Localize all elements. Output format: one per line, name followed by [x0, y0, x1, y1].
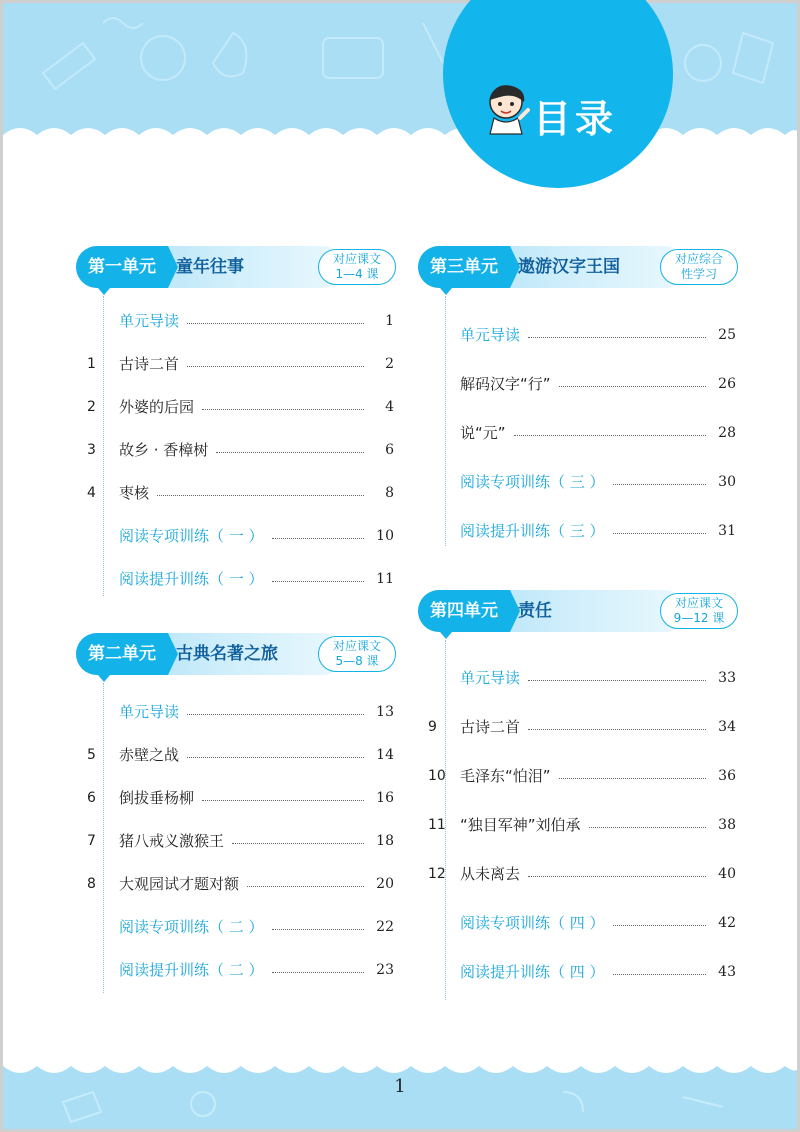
entry-page-number: 34 — [718, 719, 736, 735]
entry-title: 解码汉字“行” — [460, 375, 551, 393]
dot-leader — [202, 409, 364, 410]
entry-title: 枣核 — [119, 484, 150, 502]
entry-title: 阅读提升训练（ 二 ） — [119, 961, 264, 979]
toc-entry[interactable] — [87, 394, 394, 420]
dot-leader — [157, 495, 364, 496]
toc-entry[interactable] — [428, 714, 736, 740]
entry-page-number: 16 — [376, 790, 394, 806]
toc-entry[interactable] — [87, 785, 394, 811]
entry-number: 9 — [428, 719, 437, 735]
entry-number: 6 — [87, 790, 96, 806]
toc-entry[interactable] — [428, 518, 736, 544]
toc-entry[interactable] — [428, 665, 736, 691]
entry-page-number: 22 — [376, 919, 394, 935]
unit-section-2 — [76, 633, 396, 1003]
unit-pointer — [98, 288, 110, 295]
toc-entry[interactable] — [87, 437, 394, 463]
unit-label: 第二单元 — [76, 633, 168, 675]
mascot-icon — [484, 82, 530, 136]
dot-leader — [528, 680, 706, 681]
dot-leader — [187, 366, 364, 367]
unit-badge — [660, 249, 738, 285]
dot-leader — [272, 581, 364, 582]
dot-leader — [216, 452, 364, 453]
toc-entry[interactable] — [87, 351, 394, 377]
entry-title: 赤壁之战 — [119, 746, 180, 764]
entry-page-number: 31 — [718, 523, 736, 539]
unit-pointer — [440, 632, 452, 639]
toc-entry[interactable] — [87, 957, 394, 983]
toc-entry[interactable] — [87, 914, 394, 940]
unit-badge-line: 性学习 — [680, 267, 717, 281]
unit-label: 第一单元 — [76, 246, 168, 288]
entry-title: 单元导读 — [119, 312, 180, 330]
entry-number: 5 — [87, 747, 96, 763]
entry-title: 单元导读 — [460, 669, 521, 687]
entry-title: 阅读专项训练（ 一 ） — [119, 527, 264, 545]
dot-leader — [528, 876, 706, 877]
toc-entry[interactable] — [428, 322, 736, 348]
dot-leader — [514, 435, 706, 436]
toc-entry[interactable] — [428, 861, 736, 887]
top-banner — [3, 3, 797, 153]
entry-title: “独目军神”刘伯承 — [460, 816, 581, 834]
toc-entry[interactable] — [87, 828, 394, 854]
toc-entry[interactable] — [428, 371, 736, 397]
dot-leader — [613, 533, 706, 534]
entry-page-number: 18 — [376, 833, 394, 849]
toc-entry[interactable] — [87, 742, 394, 768]
dot-leader — [528, 337, 706, 338]
entry-title: 猪八戒义激猴王 — [119, 832, 225, 850]
dot-leader — [613, 925, 706, 926]
dot-leader — [272, 972, 364, 973]
unit-badge — [660, 593, 738, 629]
unit-label: 第三单元 — [418, 246, 510, 288]
dot-leader — [613, 974, 706, 975]
entry-title: 故乡 · 香樟树 — [119, 441, 209, 459]
toc-entry[interactable] — [87, 699, 394, 725]
entry-number: 2 — [87, 399, 96, 415]
entry-title: 阅读提升训练（ 四 ） — [460, 963, 605, 981]
entry-page-number: 1 — [385, 313, 394, 329]
unit-badge — [318, 249, 396, 285]
entry-title: 阅读专项训练（ 三 ） — [460, 473, 605, 491]
entry-page-number: 20 — [376, 876, 394, 892]
unit-badge-line: 9—12 课 — [673, 611, 725, 625]
entry-page-number: 13 — [376, 704, 394, 720]
entry-page-number: 36 — [718, 768, 736, 784]
entry-title: 说“元” — [460, 424, 506, 442]
dot-leader — [272, 538, 364, 539]
entry-number: 11 — [428, 817, 446, 833]
toc-entry[interactable] — [87, 523, 394, 549]
entry-page-number: 14 — [376, 747, 394, 763]
dot-leader — [559, 386, 706, 387]
dot-leader — [187, 757, 364, 758]
entry-number: 8 — [87, 876, 96, 892]
toc-entry[interactable] — [428, 959, 736, 985]
entry-title: 阅读专项训练（ 四 ） — [460, 914, 605, 932]
dot-leader — [202, 800, 364, 801]
entry-page-number: 30 — [718, 474, 736, 490]
entry-page-number: 40 — [718, 866, 736, 882]
toc-entry[interactable] — [87, 871, 394, 897]
entry-page-number: 43 — [718, 964, 736, 980]
toc-entry[interactable] — [428, 469, 736, 495]
entry-page-number: 28 — [718, 425, 736, 441]
entry-number: 7 — [87, 833, 96, 849]
entry-title: 毛泽东“怕泪” — [460, 767, 551, 785]
entry-title: 阅读提升训练（ 一 ） — [119, 570, 264, 588]
entry-title: 倒拔垂杨柳 — [119, 789, 195, 807]
dot-leader — [528, 729, 706, 730]
toc-entry[interactable] — [428, 910, 736, 936]
unit-badge-line: 对应课文 — [674, 596, 723, 610]
unit-title: 童年往事 — [176, 257, 244, 277]
entry-title: 单元导读 — [119, 703, 180, 721]
entry-title: 古诗二首 — [460, 718, 521, 736]
entry-page-number: 23 — [376, 962, 394, 978]
unit-pointer — [98, 675, 110, 682]
entry-title: 阅读专项训练（ 二 ） — [119, 918, 264, 936]
unit-badge — [318, 636, 396, 672]
entry-number: 4 — [87, 485, 96, 501]
entry-title: 阅读提升训练（ 三 ） — [460, 522, 605, 540]
entry-page-number: 11 — [376, 571, 394, 587]
unit-title: 古典名著之旅 — [176, 644, 278, 664]
dot-leader — [187, 323, 364, 324]
toc-entry[interactable] — [87, 566, 394, 592]
dot-leader — [613, 484, 706, 485]
entry-title: 单元导读 — [460, 326, 521, 344]
toc-entry[interactable] — [428, 420, 736, 446]
entry-page-number: 38 — [718, 817, 736, 833]
unit-badge-line: 对应课文 — [332, 639, 381, 653]
entry-page-number: 42 — [718, 915, 736, 931]
entry-page-number: 8 — [385, 485, 394, 501]
entry-title: 从未离去 — [460, 865, 521, 883]
entry-page-number: 10 — [376, 528, 394, 544]
entry-number: 3 — [87, 442, 96, 458]
dot-leader — [187, 714, 364, 715]
unit-badge-line: 对应课文 — [332, 252, 381, 266]
toc-entry[interactable] — [428, 812, 736, 838]
entry-number: 12 — [428, 866, 446, 882]
dot-leader — [247, 886, 364, 887]
dot-leader — [589, 827, 706, 828]
unit-badge-line: 1—4 课 — [335, 267, 379, 281]
dot-leader — [232, 843, 364, 844]
entry-title: 古诗二首 — [119, 355, 180, 373]
unit-title: 责任 — [518, 601, 552, 621]
entry-page-number: 2 — [385, 356, 394, 372]
page-title: 目录 — [533, 97, 618, 141]
entry-page-number: 33 — [718, 670, 736, 686]
entry-page-number: 4 — [385, 399, 394, 415]
toc-entry[interactable] — [428, 763, 736, 789]
entry-title: 大观园试才题对额 — [119, 875, 240, 893]
entry-page-number: 6 — [385, 442, 394, 458]
dot-leader — [272, 929, 364, 930]
toc-entry[interactable] — [87, 480, 394, 506]
unit-title: 遨游汉字王国 — [518, 257, 620, 277]
unit-section-4 — [418, 590, 738, 1000]
unit-badge-line: 5—8 课 — [335, 654, 379, 668]
unit-label: 第四单元 — [418, 590, 510, 632]
unit-section-1 — [76, 246, 396, 616]
page-number: 1 — [394, 1076, 406, 1097]
entry-number: 10 — [428, 768, 446, 784]
toc-entry[interactable] — [87, 308, 394, 334]
entry-page-number: 26 — [718, 376, 736, 392]
entry-page-number: 25 — [718, 327, 736, 343]
entry-number: 1 — [87, 356, 96, 372]
unit-pointer — [440, 288, 452, 295]
entry-title: 外婆的后园 — [119, 398, 195, 416]
dot-leader — [559, 778, 706, 779]
unit-badge-line: 对应综合 — [674, 252, 723, 266]
